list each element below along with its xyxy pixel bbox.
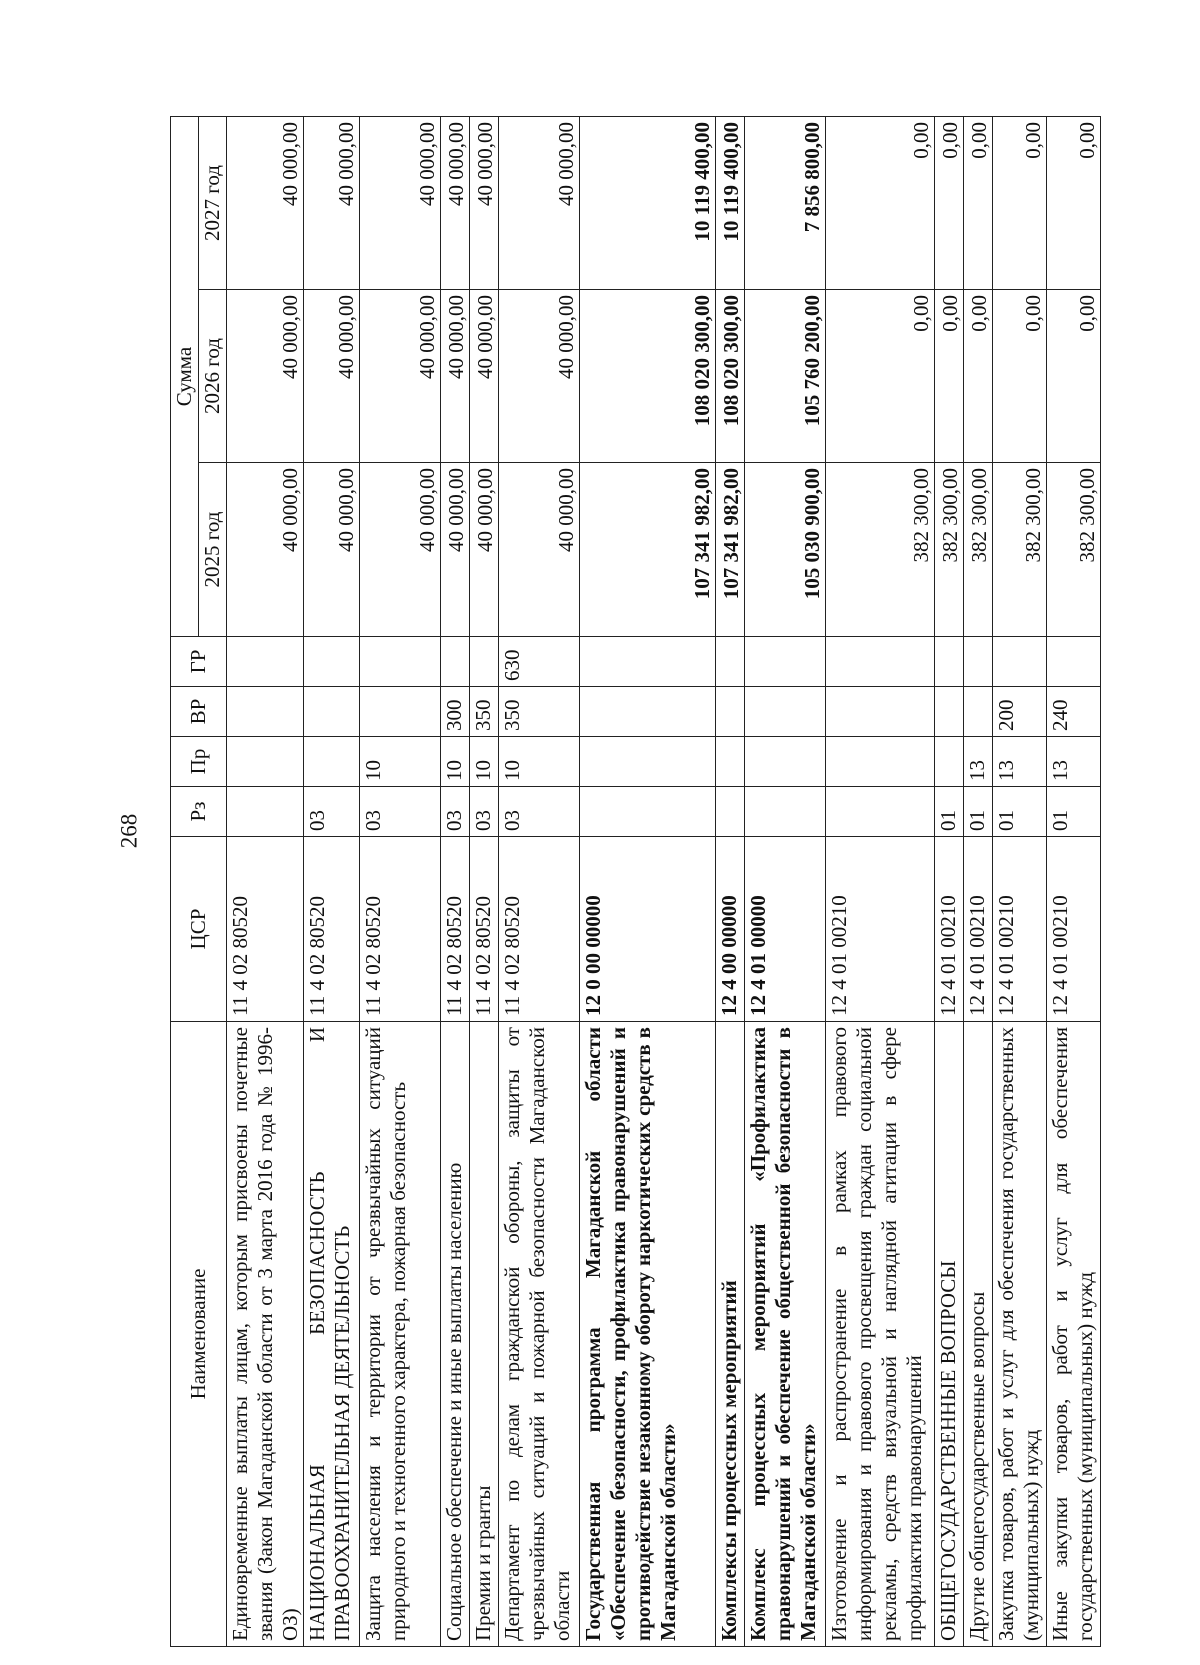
cell-gr (826, 637, 935, 687)
table-row (1047, 116, 1101, 1646)
table-row (745, 116, 826, 1646)
cell-gr (716, 637, 745, 687)
cell-vr: 300 (441, 687, 470, 737)
cell-y2025: 40 000,00 (499, 463, 580, 637)
cell-y2025: 382 300,00 (935, 463, 964, 637)
table-row (470, 116, 499, 1646)
cell-vr (716, 687, 745, 737)
cell-gr: 630 (499, 637, 580, 687)
cell-y2026: 108 020 300,00 (716, 290, 745, 463)
cell-pr (935, 737, 964, 787)
cell-gr (580, 637, 716, 687)
cell-y2026: 0,00 (993, 290, 1047, 463)
cell-name: НАЦИОНАЛЬНАЯ БЕЗОПАСНОСТЬ И ПРАВООХРАНИТЕЛЬНАЯ ДЕЯТЕЛЬНОСТЬ (304, 1022, 360, 1647)
cell-csr: 12 4 01 00210 (1047, 837, 1101, 1022)
cell-csr: 12 4 00 00000 (716, 837, 745, 1022)
cell-y2025: 40 000,00 (227, 463, 304, 637)
cell-name: Премии и гранты (470, 1022, 499, 1647)
cell-pr (580, 737, 716, 787)
page-number: 268 (116, 813, 142, 849)
table-row (304, 116, 360, 1646)
cell-pr (304, 737, 360, 787)
cell-gr (935, 637, 964, 687)
cell-vr (745, 687, 826, 737)
budget-table (170, 116, 1101, 1647)
cell-gr (1047, 637, 1101, 687)
cell-y2027: 0,00 (964, 116, 993, 289)
cell-rz: 03 (470, 787, 499, 837)
cell-vr (580, 687, 716, 737)
cell-vr: 240 (1047, 687, 1101, 737)
cell-name: ОБЩЕГОСУДАРСТВЕННЫЕ ВОПРОСЫ (935, 1022, 964, 1647)
cell-name: Комплекс процессных мероприятий «Профилактика правонарушений и обеспечение общественной безопасности в Магаданской области» (745, 1022, 826, 1647)
cell-name: Изготовление и распространение в рамках правового информирования и правового просвещения граждан социальной рекламы, средств визуальной и наглядной агитации в сфере профилактики правонарушений (826, 1022, 935, 1647)
table-row (499, 116, 580, 1646)
cell-pr: 10 (441, 737, 470, 787)
cell-pr (227, 737, 304, 787)
cell-csr: 11 4 02 80520 (470, 837, 499, 1022)
cell-y2026: 40 000,00 (441, 290, 470, 463)
cell-y2027: 10 119 400,00 (716, 116, 745, 289)
cell-y2027: 10 119 400,00 (580, 116, 716, 289)
cell-gr (993, 637, 1047, 687)
table-row (964, 116, 993, 1646)
cell-csr: 11 4 02 80520 (360, 837, 441, 1022)
cell-y2027: 40 000,00 (304, 116, 360, 289)
cell-y2027: 40 000,00 (499, 116, 580, 289)
cell-y2027: 0,00 (1047, 116, 1101, 289)
cell-name: Другие общегосударственные вопросы (964, 1022, 993, 1647)
header-csr: ЦСР (171, 837, 227, 1022)
cell-y2026: 0,00 (1047, 290, 1101, 463)
table-row (360, 116, 441, 1646)
cell-y2025: 382 300,00 (964, 463, 993, 637)
table-row (227, 116, 304, 1646)
table-body (227, 116, 1101, 1646)
cell-csr: 12 4 01 00210 (964, 837, 993, 1022)
cell-y2025: 40 000,00 (470, 463, 499, 637)
cell-pr: 13 (1047, 737, 1101, 787)
cell-gr (360, 637, 441, 687)
cell-vr: 200 (993, 687, 1047, 737)
cell-vr (360, 687, 441, 737)
cell-rz: 01 (1047, 787, 1101, 837)
cell-rz (826, 787, 935, 837)
cell-vr: 350 (470, 687, 499, 737)
cell-rz: 01 (935, 787, 964, 837)
header-2026: 2026 год (199, 290, 227, 463)
cell-y2025: 40 000,00 (304, 463, 360, 637)
cell-gr (227, 637, 304, 687)
rotated-page (170, 117, 1099, 1647)
cell-pr: 10 (470, 737, 499, 787)
cell-y2027: 0,00 (993, 116, 1047, 289)
cell-y2026: 105 760 200,00 (745, 290, 826, 463)
cell-rz (580, 787, 716, 837)
cell-y2026: 40 000,00 (360, 290, 441, 463)
cell-y2025: 107 341 982,00 (580, 463, 716, 637)
cell-y2027: 0,00 (826, 116, 935, 289)
cell-vr: 350 (499, 687, 580, 737)
cell-y2027: 40 000,00 (441, 116, 470, 289)
cell-csr: 12 0 00 00000 (580, 837, 716, 1022)
header-vr: ВР (171, 687, 227, 737)
cell-vr (964, 687, 993, 737)
cell-gr (304, 637, 360, 687)
cell-y2027: 0,00 (935, 116, 964, 289)
cell-name: Иные закупки товаров, работ и услуг для обеспечения государственных (муниципальных) нужд (1047, 1022, 1101, 1647)
cell-gr (964, 637, 993, 687)
header-2027: 2027 год (199, 116, 227, 289)
header-sum: Сумма (171, 116, 199, 636)
cell-vr (826, 687, 935, 737)
cell-y2025: 40 000,00 (360, 463, 441, 637)
cell-y2026: 0,00 (826, 290, 935, 463)
cell-csr: 11 4 02 80520 (304, 837, 360, 1022)
cell-y2025: 107 341 982,00 (716, 463, 745, 637)
cell-gr (441, 637, 470, 687)
cell-y2026: 40 000,00 (304, 290, 360, 463)
cell-y2026: 0,00 (935, 290, 964, 463)
cell-gr (470, 637, 499, 687)
cell-y2025: 382 300,00 (826, 463, 935, 637)
cell-y2027: 40 000,00 (360, 116, 441, 289)
cell-y2025: 105 030 900,00 (745, 463, 826, 637)
cell-y2026: 108 020 300,00 (580, 290, 716, 463)
cell-rz: 01 (993, 787, 1047, 837)
cell-name: Закупка товаров, работ и услуг для обеспечения государственных (муниципальных) нужд (993, 1022, 1047, 1647)
header-pr: Пр (171, 737, 227, 787)
cell-csr: 11 4 02 80520 (227, 837, 304, 1022)
cell-pr: 10 (499, 737, 580, 787)
cell-rz (716, 787, 745, 837)
cell-name: Социальное обеспечение и иные выплаты населению (441, 1022, 470, 1647)
cell-csr: 12 4 01 00210 (935, 837, 964, 1022)
cell-pr (826, 737, 935, 787)
cell-pr (716, 737, 745, 787)
cell-name: Защита населения и территории от чрезвычайных ситуаций природного и техногенного характера, пожарная безопасность (360, 1022, 441, 1647)
table-row (580, 116, 716, 1646)
cell-pr: 13 (993, 737, 1047, 787)
header-name: Наименование (171, 1022, 227, 1647)
cell-y2027: 7 856 800,00 (745, 116, 826, 289)
table-row (935, 116, 964, 1646)
cell-y2026: 0,00 (964, 290, 993, 463)
cell-csr: 11 4 02 80520 (499, 837, 580, 1022)
cell-vr (227, 687, 304, 737)
cell-y2025: 40 000,00 (441, 463, 470, 637)
cell-name: Государственная программа Магаданской области «Обеспечение безопасности, профилактика правонарушений и противодействие незаконному обороту наркотических средств в Магаданской области» (580, 1022, 716, 1647)
cell-rz: 03 (304, 787, 360, 837)
cell-csr: 12 4 01 00210 (993, 837, 1047, 1022)
header-gr: ГР (171, 637, 227, 687)
cell-y2026: 40 000,00 (470, 290, 499, 463)
cell-rz: 01 (964, 787, 993, 837)
cell-pr (745, 737, 826, 787)
cell-csr: 11 4 02 80520 (441, 837, 470, 1022)
cell-gr (745, 637, 826, 687)
header-2025: 2025 год (199, 463, 227, 637)
table-row (716, 116, 745, 1646)
header-rz: Рз (171, 787, 227, 837)
cell-name: Департамент по делам гражданской обороны, защиты от чрезвычайных ситуаций и пожарной безопасности Магаданской области (499, 1022, 580, 1647)
cell-vr (304, 687, 360, 737)
cell-y2025: 382 300,00 (1047, 463, 1101, 637)
cell-name: Комплексы процессных мероприятий (716, 1022, 745, 1647)
cell-rz (227, 787, 304, 837)
table-row (441, 116, 470, 1646)
cell-y2027: 40 000,00 (470, 116, 499, 289)
table-row (993, 116, 1047, 1646)
cell-name: Единовременные выплаты лицам, которым присвоены почетные звания (Закон Магаданской области от 3 марта 2016 года № 1996-ОЗ) (227, 1022, 304, 1647)
cell-y2027: 40 000,00 (227, 116, 304, 289)
cell-y2026: 40 000,00 (227, 290, 304, 463)
cell-rz: 03 (441, 787, 470, 837)
cell-y2025: 382 300,00 (993, 463, 1047, 637)
table-row (826, 116, 935, 1646)
cell-y2026: 40 000,00 (499, 290, 580, 463)
cell-csr: 12 4 01 00210 (826, 837, 935, 1022)
cell-csr: 12 4 01 00000 (745, 837, 826, 1022)
cell-rz: 03 (360, 787, 441, 837)
cell-pr: 10 (360, 737, 441, 787)
cell-pr: 13 (964, 737, 993, 787)
cell-rz: 03 (499, 787, 580, 837)
cell-rz (745, 787, 826, 837)
cell-vr (935, 687, 964, 737)
